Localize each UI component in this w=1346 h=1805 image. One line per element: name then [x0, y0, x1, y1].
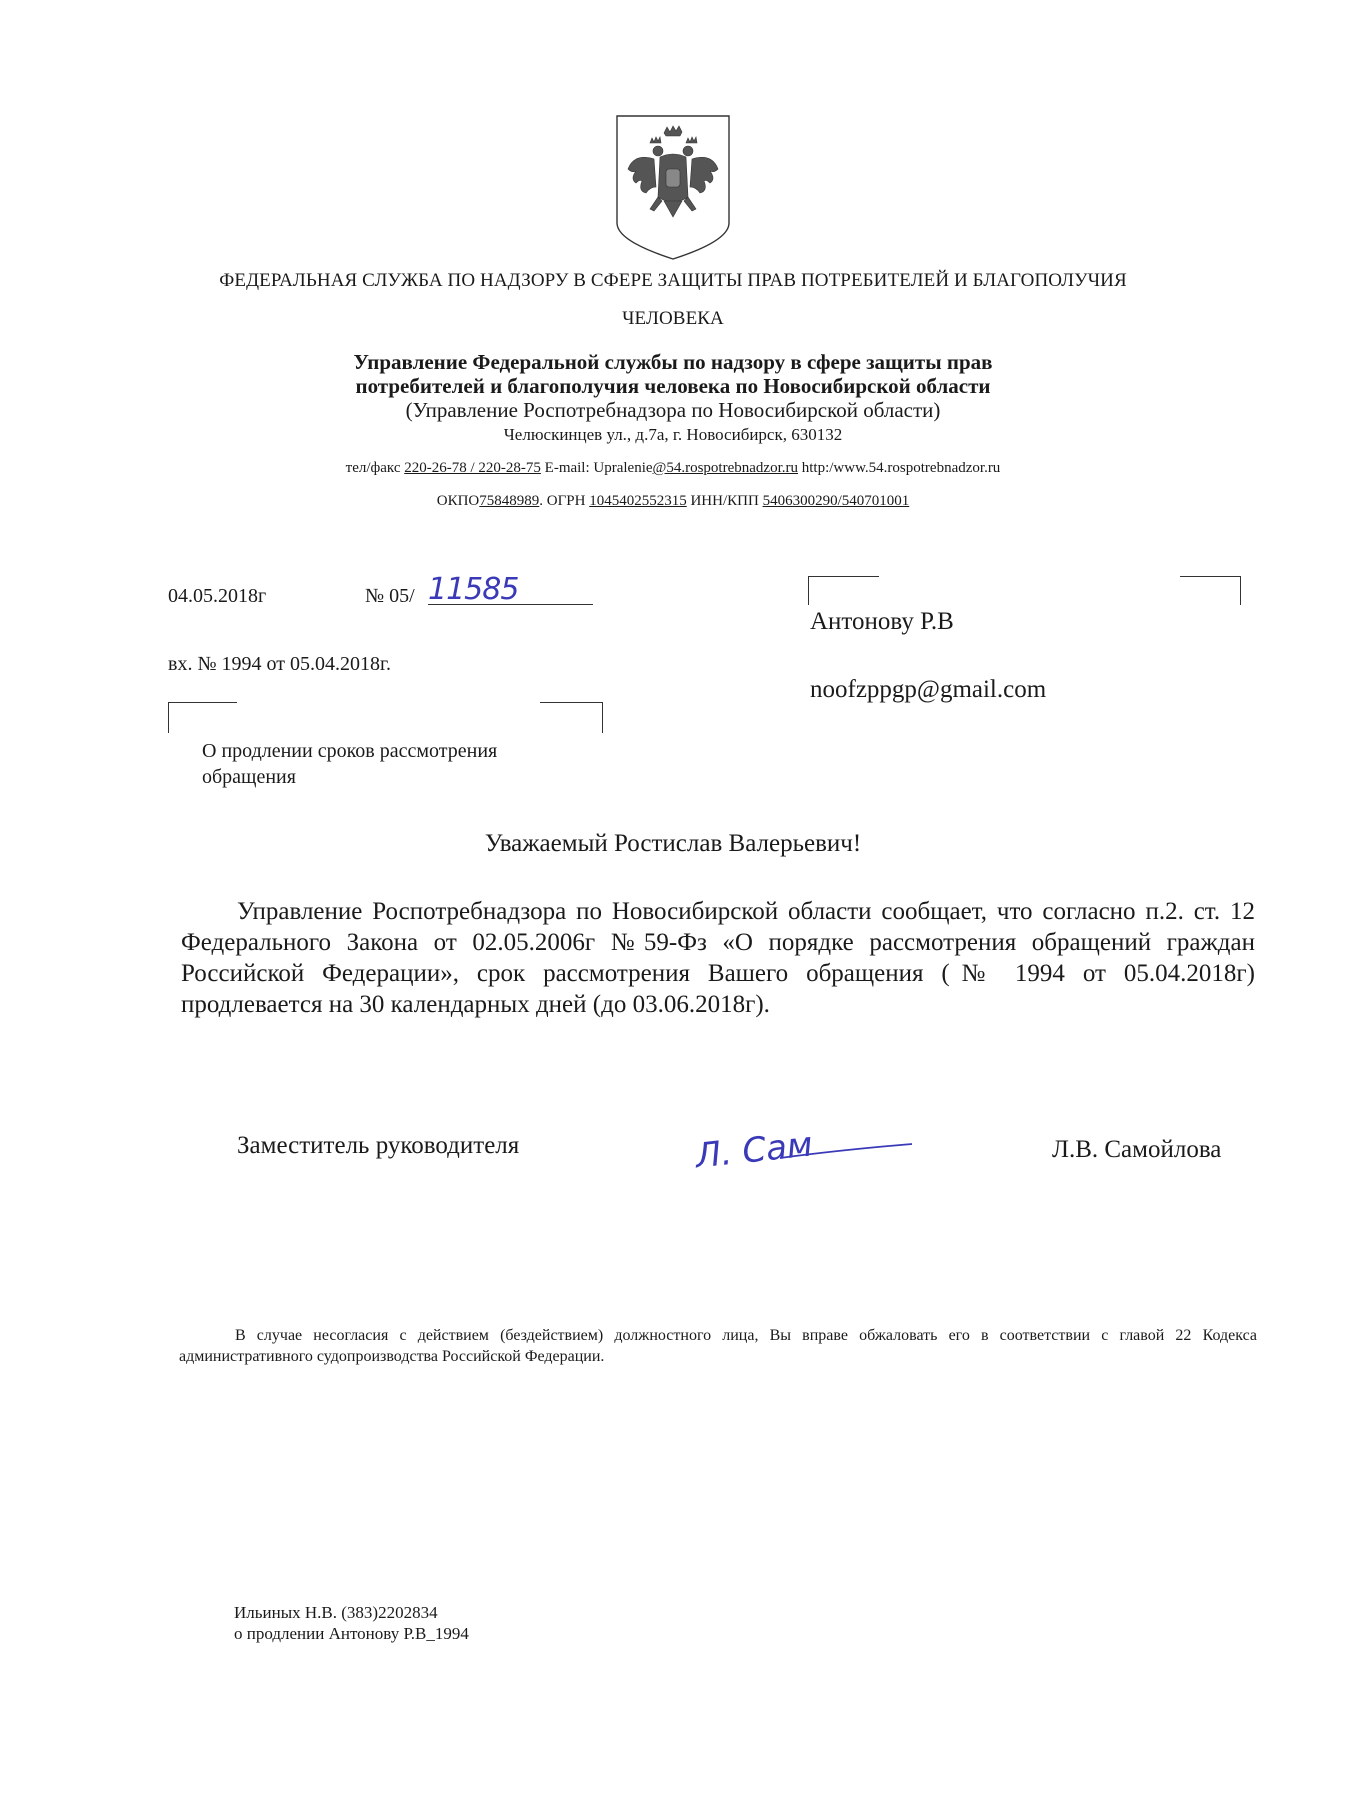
contact-line — [0, 460, 1346, 477]
federal-service-title-continued: ЧЕЛОВЕКА — [622, 308, 724, 329]
signatory-name: Л.В. Самойлова — [1052, 1136, 1222, 1163]
phone-value: 220-26-78 / 220-28-75 — [404, 460, 541, 476]
executor-line1: Ильиных Н.В. (383)2202834 — [234, 1603, 438, 1622]
incoming-reference: вх. № 1994 от 05.04.2018г. — [168, 653, 391, 675]
department-name-line2: потребителей и благополучия человека по Новосибирской области — [355, 374, 991, 398]
recipient-bracket-left — [808, 576, 879, 605]
okpo-value: 75848989 — [479, 493, 540, 509]
okpo-label: ОКПО — [436, 493, 480, 509]
executor-line2: о продлении Антонову Р.В_1994 — [234, 1624, 469, 1643]
department-address: Челюскинцев ул., д.7а, г. Новосибирск, 630132 — [503, 425, 843, 444]
letter-subject-line2: обращения — [202, 766, 296, 788]
ogrn-value: 1045402552315 — [589, 493, 687, 509]
coat-of-arms-emblem — [614, 113, 732, 261]
letter-number-handwritten: 11585 — [428, 572, 519, 607]
greeting: Уважаемый Ростислав Валерьевич! — [484, 830, 862, 857]
requisites-line — [0, 493, 1346, 510]
phone-label: тел/факс — [345, 460, 405, 476]
email-label: E-mail: Upralenie — [540, 460, 653, 476]
recipient-name: Антонову Р.В — [810, 608, 954, 635]
handwritten-signature-text: Л. Сам — [693, 1124, 815, 1177]
appeal-notice: В случае несогласия с действием (бездействием) должностного лица, Вы вправе обжаловать его в соответствии с главой 22 Кодекса административного судопроизводства Российской Федерации. — [179, 1327, 1257, 1365]
letter-number-prefix: № 05/ — [365, 585, 415, 607]
letter-subject-line1: О продлении сроков рассмотрения — [202, 740, 498, 762]
inn-value: 5406300290/540701001 — [762, 493, 910, 509]
subject-bracket-right — [540, 702, 603, 733]
department-short-name: (Управление Роспотребнадзора по Новосибирской области) — [405, 398, 941, 422]
executor-info — [234, 1602, 469, 1644]
ogrn-label: . ОГРН — [539, 493, 590, 509]
federal-service-title: ФЕДЕРАЛЬНАЯ СЛУЖБА ПО НАДЗОРУ В СФЕРЕ ЗАЩИТЫ ПРАВ ПОТРЕБИТЕЛЕЙ И БЛАГОПОЛУЧИЯ — [219, 270, 1127, 291]
website[interactable]: http:/www.54.rospotrebnadzor.ru — [797, 460, 1001, 476]
inn-label: ИНН/КПП — [686, 493, 763, 509]
letter-number — [365, 585, 415, 608]
letter-subject — [202, 738, 497, 790]
signatory-position: Заместитель руководителя — [237, 1132, 520, 1159]
email-value[interactable]: @54.rospotrebnadzor.ru — [652, 460, 798, 476]
subject-bracket-left — [168, 702, 237, 733]
letter-body: Управление Роспотребнадзора по Новосибирской области сообщает, что согласно п.2. ст. 12 Федерального Закона от 02.05.2006г №59-Фз «О порядке рассмотрения обращений граждан Российской Федерации», срок рассмотрения Вашего обращения (№ 1994 от 05.04.2018г) продлевается на 30 календарных дней (до 03.06.2018г). — [181, 898, 1255, 1018]
letter-number-underline — [428, 604, 593, 605]
department-name-line1: Управление Федеральной службы по надзору в сфере защиты прав — [353, 350, 993, 374]
handwritten-signature — [690, 1118, 920, 1178]
recipient-bracket-right — [1180, 576, 1241, 605]
recipient-email[interactable]: noofzppgp@gmail.com — [810, 676, 1047, 703]
letter-date: 04.05.2018г — [168, 585, 267, 607]
